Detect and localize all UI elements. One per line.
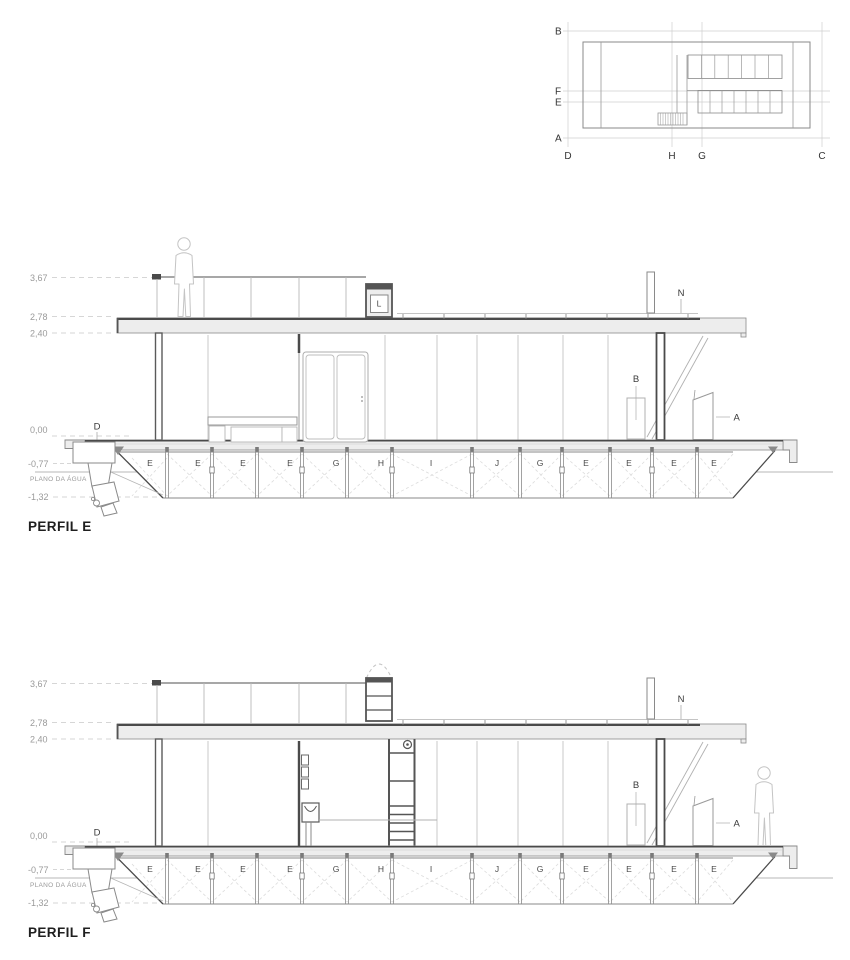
pontoon-cell-label: I — [429, 458, 433, 468]
plan-row-label-a: A — [555, 133, 562, 145]
human-figure-deck — [755, 767, 774, 846]
wall-shelves — [302, 755, 309, 789]
plan-stair-hatch — [658, 113, 687, 125]
roof-hatch-open — [366, 664, 392, 721]
pontoon-cell-label: H — [377, 458, 385, 468]
pontoon-cell-label: G — [536, 458, 544, 468]
marker-d-label: D — [93, 421, 101, 433]
pontoon-cell-label: E — [240, 458, 246, 468]
section-common — [28, 272, 833, 516]
roof-hatch-closed — [366, 284, 392, 317]
roof-slab — [117, 314, 746, 338]
plan-col-label-d: D — [564, 151, 572, 162]
pontoon-cell-label: E — [287, 458, 293, 468]
plan-row-label-e: E — [555, 97, 562, 109]
railing-end-cap — [152, 274, 161, 280]
ladder — [389, 739, 415, 846]
profile-f-hull — [28, 678, 833, 922]
chimney — [647, 272, 655, 313]
plan-outline — [583, 42, 810, 128]
structural-column — [657, 333, 665, 440]
level-label-278: 2,78 — [30, 312, 48, 322]
water-plane-label: PLANO DA ÁGUA — [30, 476, 87, 483]
floor-plan-key — [555, 22, 830, 162]
plan-row-label-f: F — [555, 86, 562, 98]
pontoon-cell-label: E — [583, 458, 589, 468]
pontoon — [112, 447, 778, 499]
gate-panel-post — [694, 390, 695, 399]
level-label-000: 0,00 — [30, 425, 48, 435]
human-figure-roof — [175, 238, 194, 317]
plan-row-label-b: B — [555, 26, 562, 38]
wardrobe — [303, 352, 368, 442]
marker-a-label: A — [733, 412, 740, 424]
marker-b-label: B — [632, 374, 640, 385]
plan-col-label-g: G — [698, 151, 706, 162]
gate-panel — [693, 393, 713, 440]
profile-f-title: PERFIL F — [28, 925, 91, 940]
level-label-240: 2,40 — [30, 328, 48, 339]
marker-l-label: L — [376, 298, 382, 309]
level-label-m132: -1,32 — [28, 492, 49, 502]
profile-e-title: PERFIL E — [28, 519, 92, 534]
plan-col-label-h: H — [668, 151, 676, 162]
washbasin — [302, 803, 319, 846]
level-label-367: 3,67 — [30, 273, 48, 283]
pontoon-cell-label: E — [626, 458, 632, 468]
pontoon-cell-label: G — [332, 458, 340, 468]
bench — [208, 417, 297, 442]
level-label-m077: -0,77 — [28, 459, 49, 469]
pontoon-cell-label: E — [147, 458, 153, 468]
pontoon-cell-label: J — [494, 458, 500, 468]
plan-col-label-c: C — [818, 151, 826, 162]
pontoon-cell-label: E — [671, 458, 677, 468]
window-frame-column — [156, 333, 163, 440]
pontoon-cell-label: E — [711, 458, 717, 468]
pontoon-cell-label: E — [195, 458, 201, 468]
marker-n-label: N — [677, 288, 685, 299]
